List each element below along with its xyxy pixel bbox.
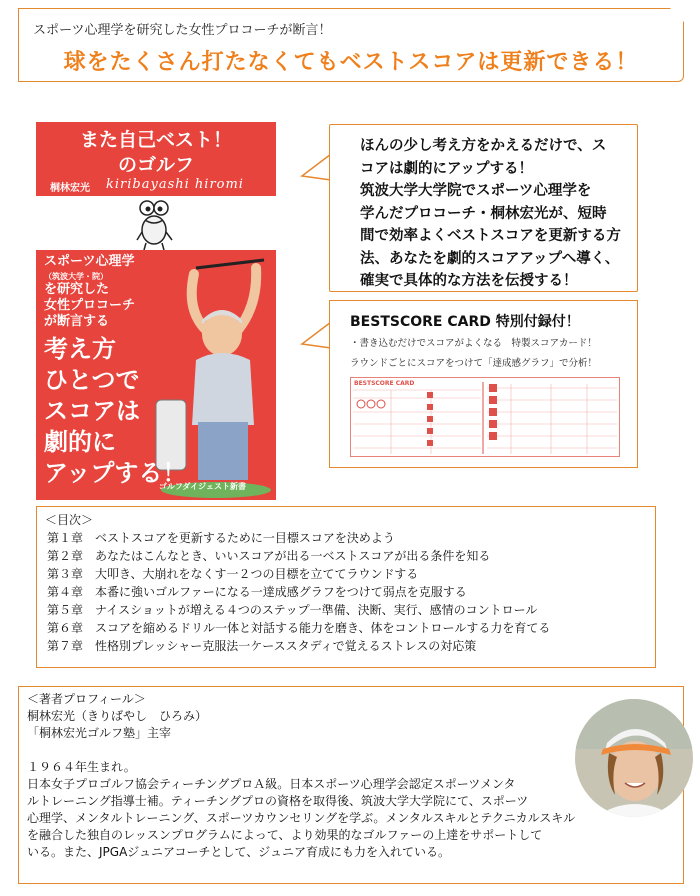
toc-chapter <box>47 547 490 564</box>
profile-bio-line: を融合した独自のレッスンプログラムによって、より効果的なゴルファーの上達をサポートして <box>27 828 543 842</box>
score-card-title: BESTSCORE CARD 特別付録付！ <box>350 314 580 330</box>
book-publisher: ゴルフダイジェスト新書 <box>158 482 246 491</box>
toc-chapter <box>47 565 418 582</box>
chapter-title: 大叩き、大崩れをなくす一２つの目標を立ててラウンドする <box>95 567 419 581</box>
score-card-line2: ラウンドごとにスコアをつけて「達成感グラフ」で分析！ <box>350 358 598 369</box>
book-big-line4: 劇的に <box>44 428 116 456</box>
toc-chapter <box>47 529 395 546</box>
book-tag-line5: が断言する <box>44 314 110 329</box>
profile-school: 「桐林宏光ゴルフ塾」主宰 <box>27 726 172 740</box>
profile-born: １９６４年生まれ。 <box>27 760 136 774</box>
book-cover-white-band <box>36 196 276 250</box>
book-title-line2: のゴルフ <box>117 154 194 176</box>
book-cover <box>36 122 276 500</box>
frog-mascot-icon <box>36 196 276 250</box>
book-title <box>36 128 276 178</box>
score-card-grid-icon <box>351 378 619 456</box>
toc-chapter <box>47 601 537 618</box>
summary-line: 法、あなたを劇的スコアアップへ導く、 <box>360 250 620 267</box>
summary-line: ほんの少し考え方をかえるだけで、ス <box>360 138 607 154</box>
callout-summary-text <box>360 135 632 293</box>
chapter-title: スコアを縮めるドリル一体と対話する能力を磨き、体をコントロールする力を育てる <box>95 621 551 635</box>
summary-line: 確実で具体的な方法を伝授する！ <box>360 273 578 289</box>
chapter-title: あなたはこんなとき、いいスコアが出る一ベストスコアが出る条件を知る <box>95 549 491 563</box>
score-card-image <box>350 377 620 457</box>
chapter-number: 第３章 <box>47 567 84 581</box>
book-big-line3: スコアは <box>44 397 140 425</box>
banner-corner-fold <box>670 8 684 22</box>
chapter-number: 第１章 <box>47 531 84 545</box>
toc-chapter <box>47 637 476 654</box>
profile-bio-line: いる。また、JPGAジュニアコーチとして、ジュニア育成にも力を入れている。 <box>27 845 450 859</box>
score-card-label: BESTSCORE CARD <box>354 380 415 387</box>
header-headline: 球をたくさん打たなくてもベストスコアは更新できる！ <box>63 50 639 75</box>
header-subtitle: スポーツ心理学を研究した女性プロコーチが断言！ <box>33 23 332 38</box>
book-tag-line4: 女性プロコーチ <box>44 298 136 313</box>
book-author: 桐林宏光 <box>50 183 90 194</box>
chapter-number: 第２章 <box>47 549 84 563</box>
summary-line: 間で効率よくベストスコアを更新する方 <box>360 228 621 244</box>
header-banner <box>18 8 684 82</box>
summary-line: 筑波大学大学院でスポーツ心理学を <box>360 183 592 199</box>
book-title-line1: また自己ベスト！ <box>79 129 232 151</box>
profile-bio-line: 心理学、メンタルトレーニング、スポーツカウンセリングを学ぶ。メンタルスキルとテクニカルスキル <box>27 811 576 825</box>
book-author-roman: kiribayashi hiromi <box>106 177 244 192</box>
summary-line: 学んだプロコーチ・桐林宏光が、短時 <box>360 205 607 222</box>
toc-chapter <box>47 583 467 600</box>
book-cover-bottom <box>36 250 276 500</box>
profile-bio-line: ルトレーニング指導士補。ティーチングプロの資格を取得後、筑波大学大学院にて、スポーツ <box>27 794 529 808</box>
profile-heading: ＜著者プロフィール＞ <box>27 692 146 706</box>
profile-bio-line: 日本女子プロゴルフ協会ティーチングプロＡ級。日本スポーツ心理学会認定スポーツメンタ <box>27 777 516 791</box>
toc-chapter <box>47 619 550 636</box>
score-card-line1: ・書き込むだけでスコアがよくなる 特製スコアカード！ <box>350 338 597 349</box>
chapter-title: 性格別プレッシャー克服法一ケーススタディで覚えるストレスの対応策 <box>95 639 477 653</box>
book-big-line5: アップする！ <box>44 459 187 487</box>
chapter-number: 第４章 <box>47 585 84 599</box>
author-photo <box>575 699 693 817</box>
book-big-line1: 考え方 <box>44 335 116 363</box>
summary-line: コアは劇的にアップする！ <box>360 160 533 177</box>
book-big-line2: ひとつで <box>44 366 140 394</box>
author-portrait-icon <box>575 699 693 817</box>
chapter-title: ナイスショットが増える４つのステップ一準備、決断、実行、感情のコントロール <box>95 603 538 617</box>
callout-book-summary <box>329 124 638 292</box>
table-of-contents <box>36 506 656 668</box>
chapter-title: 本番に強いゴルファーになる一達成感グラフをつけて弱点を克服する <box>95 585 467 599</box>
chapter-number: 第７章 <box>47 639 84 653</box>
author-profile <box>18 686 684 884</box>
book-tag-line2: （筑波大学・院） <box>44 272 108 281</box>
callout-score-card <box>329 300 638 468</box>
chapter-number: 第５章 <box>47 603 84 617</box>
book-tag-line1: スポーツ心理学 <box>44 254 135 269</box>
chapter-number: 第６章 <box>47 621 84 635</box>
book-tag-line3: を研究した <box>44 282 110 297</box>
toc-heading: ＜目次＞ <box>45 513 94 527</box>
profile-name: 桐林宏光（きりばやし ひろみ） <box>27 709 208 723</box>
chapter-title: ベストスコアを更新するために一目標スコアを決めよう <box>95 531 395 545</box>
